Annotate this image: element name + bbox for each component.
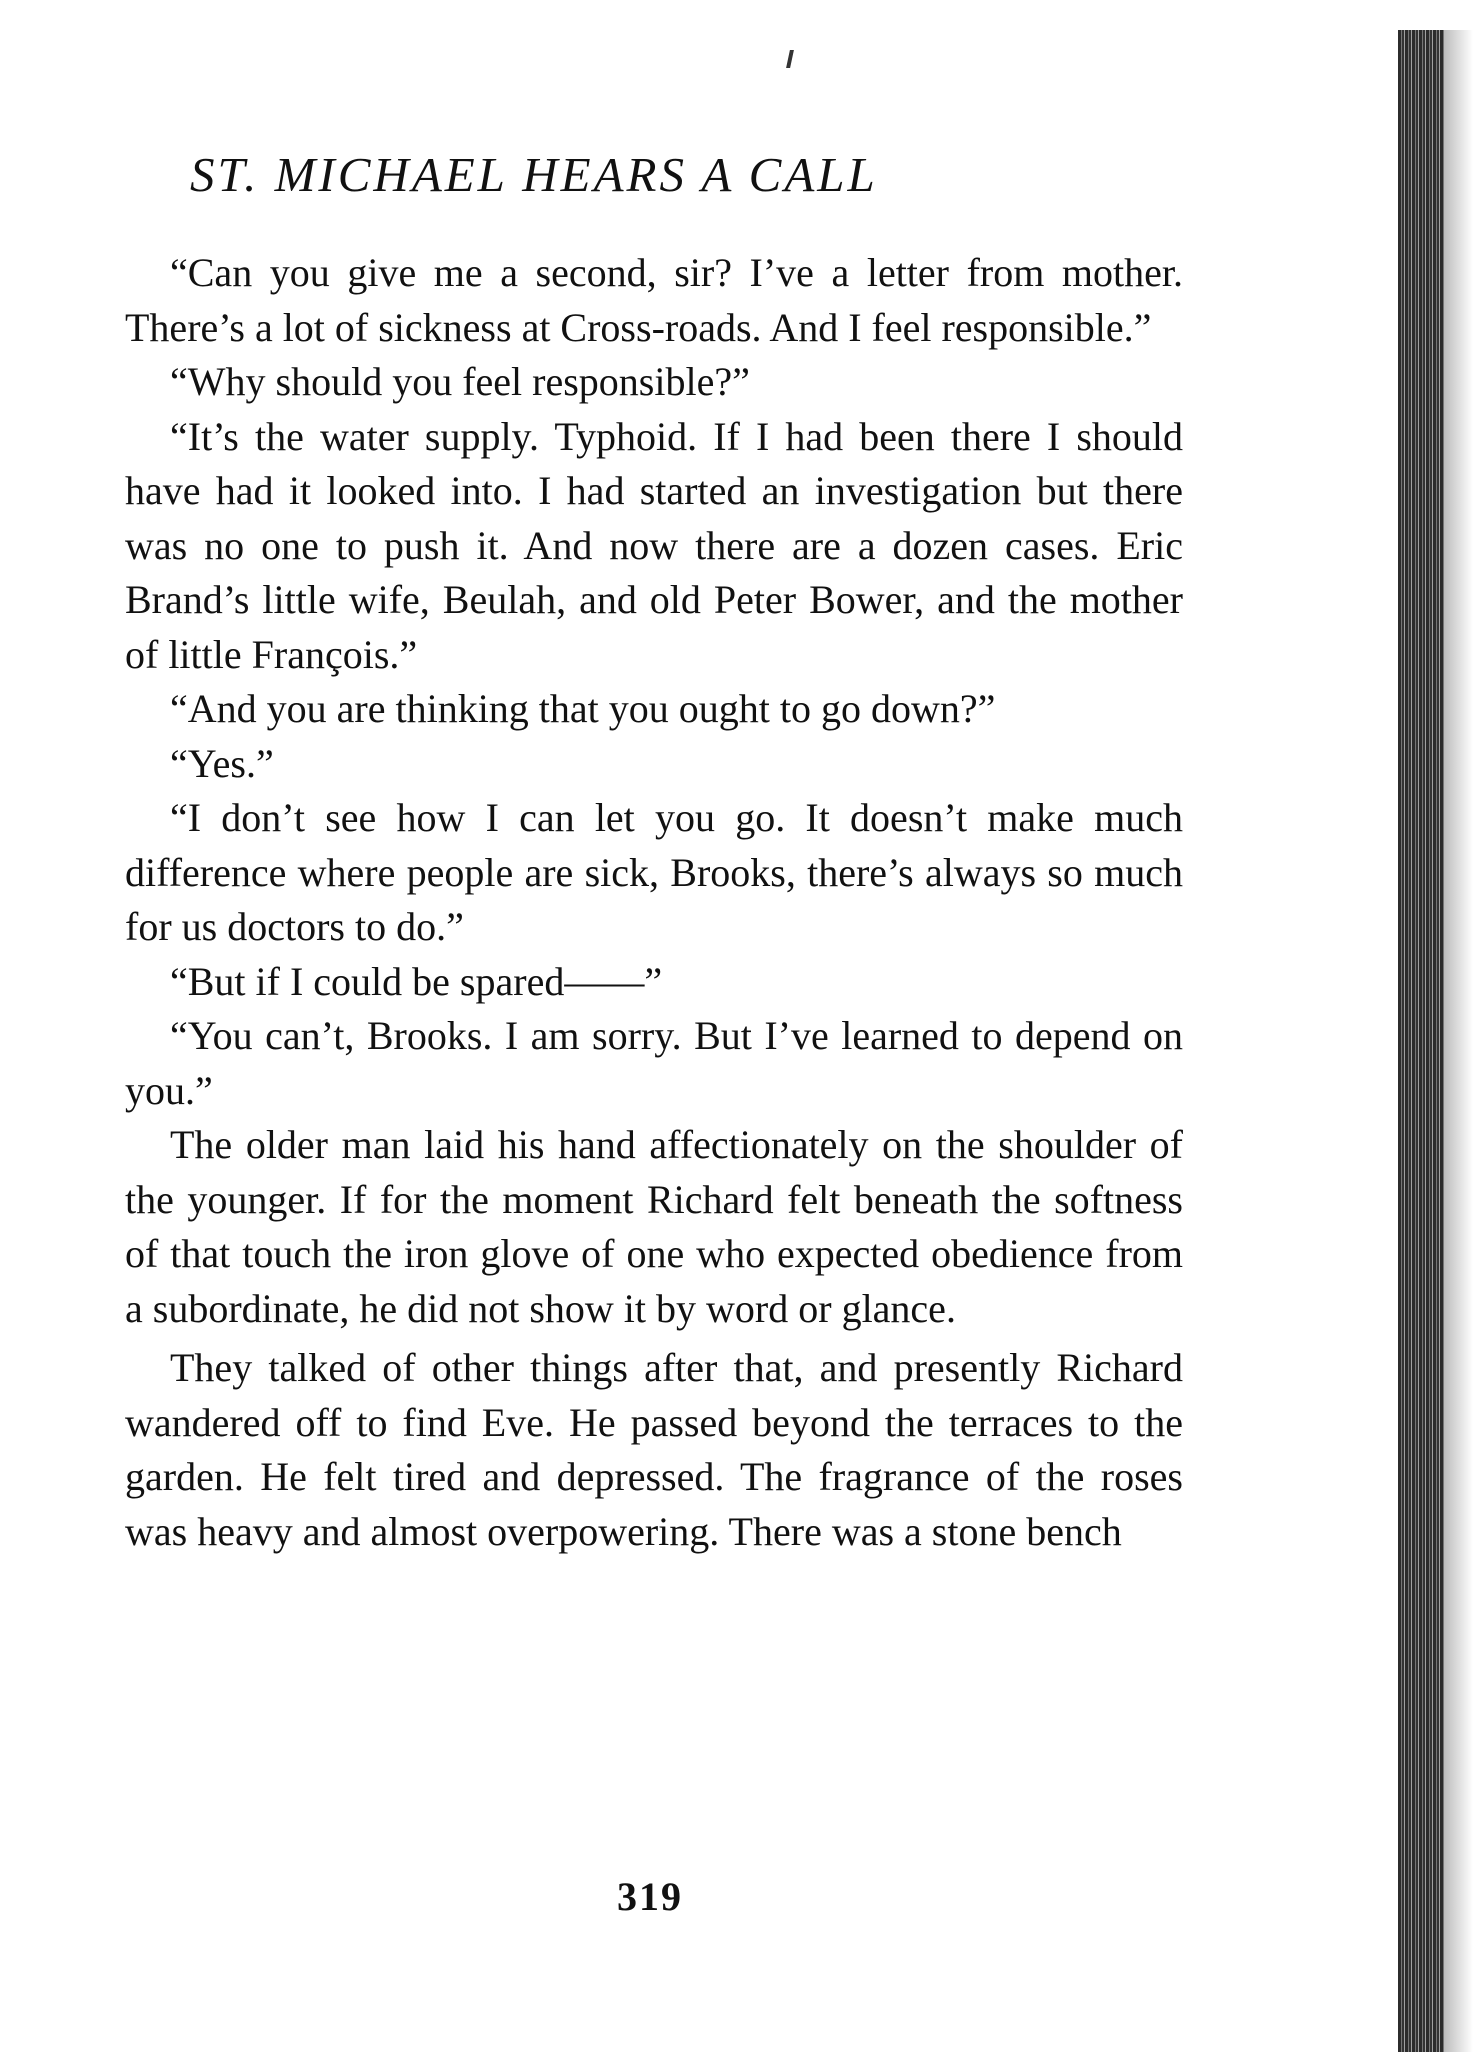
- paragraph-2: “Why should you feel responsible?”: [170, 359, 750, 404]
- paragraph-3: “It’s the water supply. Typhoid. If I had been there I should have had it looked into. I had started an investigation but there was no one to push it. And now there are a dozen cases. Eric Brand’s little wife, Beulah, and old Peter Bower, and the mother of little François.”: [125, 413, 1183, 677]
- paragraph-9: The older man laid his hand affectionately on the shoulder of the younger. If for the moment Richard felt beneath the softness of that touch the iron glove of one who expected obedience from a subordinate, he did not show it by word or glance.: [125, 1122, 1183, 1331]
- text-column: [125, 246, 1183, 1559]
- print-mark: [786, 50, 794, 68]
- paragraph-8: “You can’t, Brooks. I am sorry. But I’ve learned to depend on you.”: [125, 1013, 1183, 1113]
- paragraph-10: They talked of other things after that, and presently Richard wandered off to find Eve. He passed beyond the terraces to the garden. He felt tired and depressed. The fragrance of the roses was heavy and almost overpowering. There was a stone bench: [125, 1345, 1183, 1554]
- paragraph-4: “And you are thinking that you ought to go down?”: [170, 686, 996, 731]
- book-gutter-edge: [1398, 30, 1444, 2052]
- book-gutter-fade: [1444, 30, 1473, 2052]
- paragraph-1: “Can you give me a second, sir? I’ve a letter from mother. There’s a lot of sickness at Cross-roads. And I feel responsible.”: [125, 250, 1183, 350]
- paragraph-5: “Yes.”: [170, 740, 274, 786]
- paragraph-7: “But if I could be spared——”: [170, 958, 663, 1004]
- paragraph-6: “I don’t see how I can let you go. It doesn’t make much difference where people are sick, Brooks, there’s always so much for us doctors to do.”: [125, 795, 1183, 949]
- page-number: 319: [617, 1874, 683, 1919]
- running-head: ST. MICHAEL HEARS A CALL: [190, 147, 878, 202]
